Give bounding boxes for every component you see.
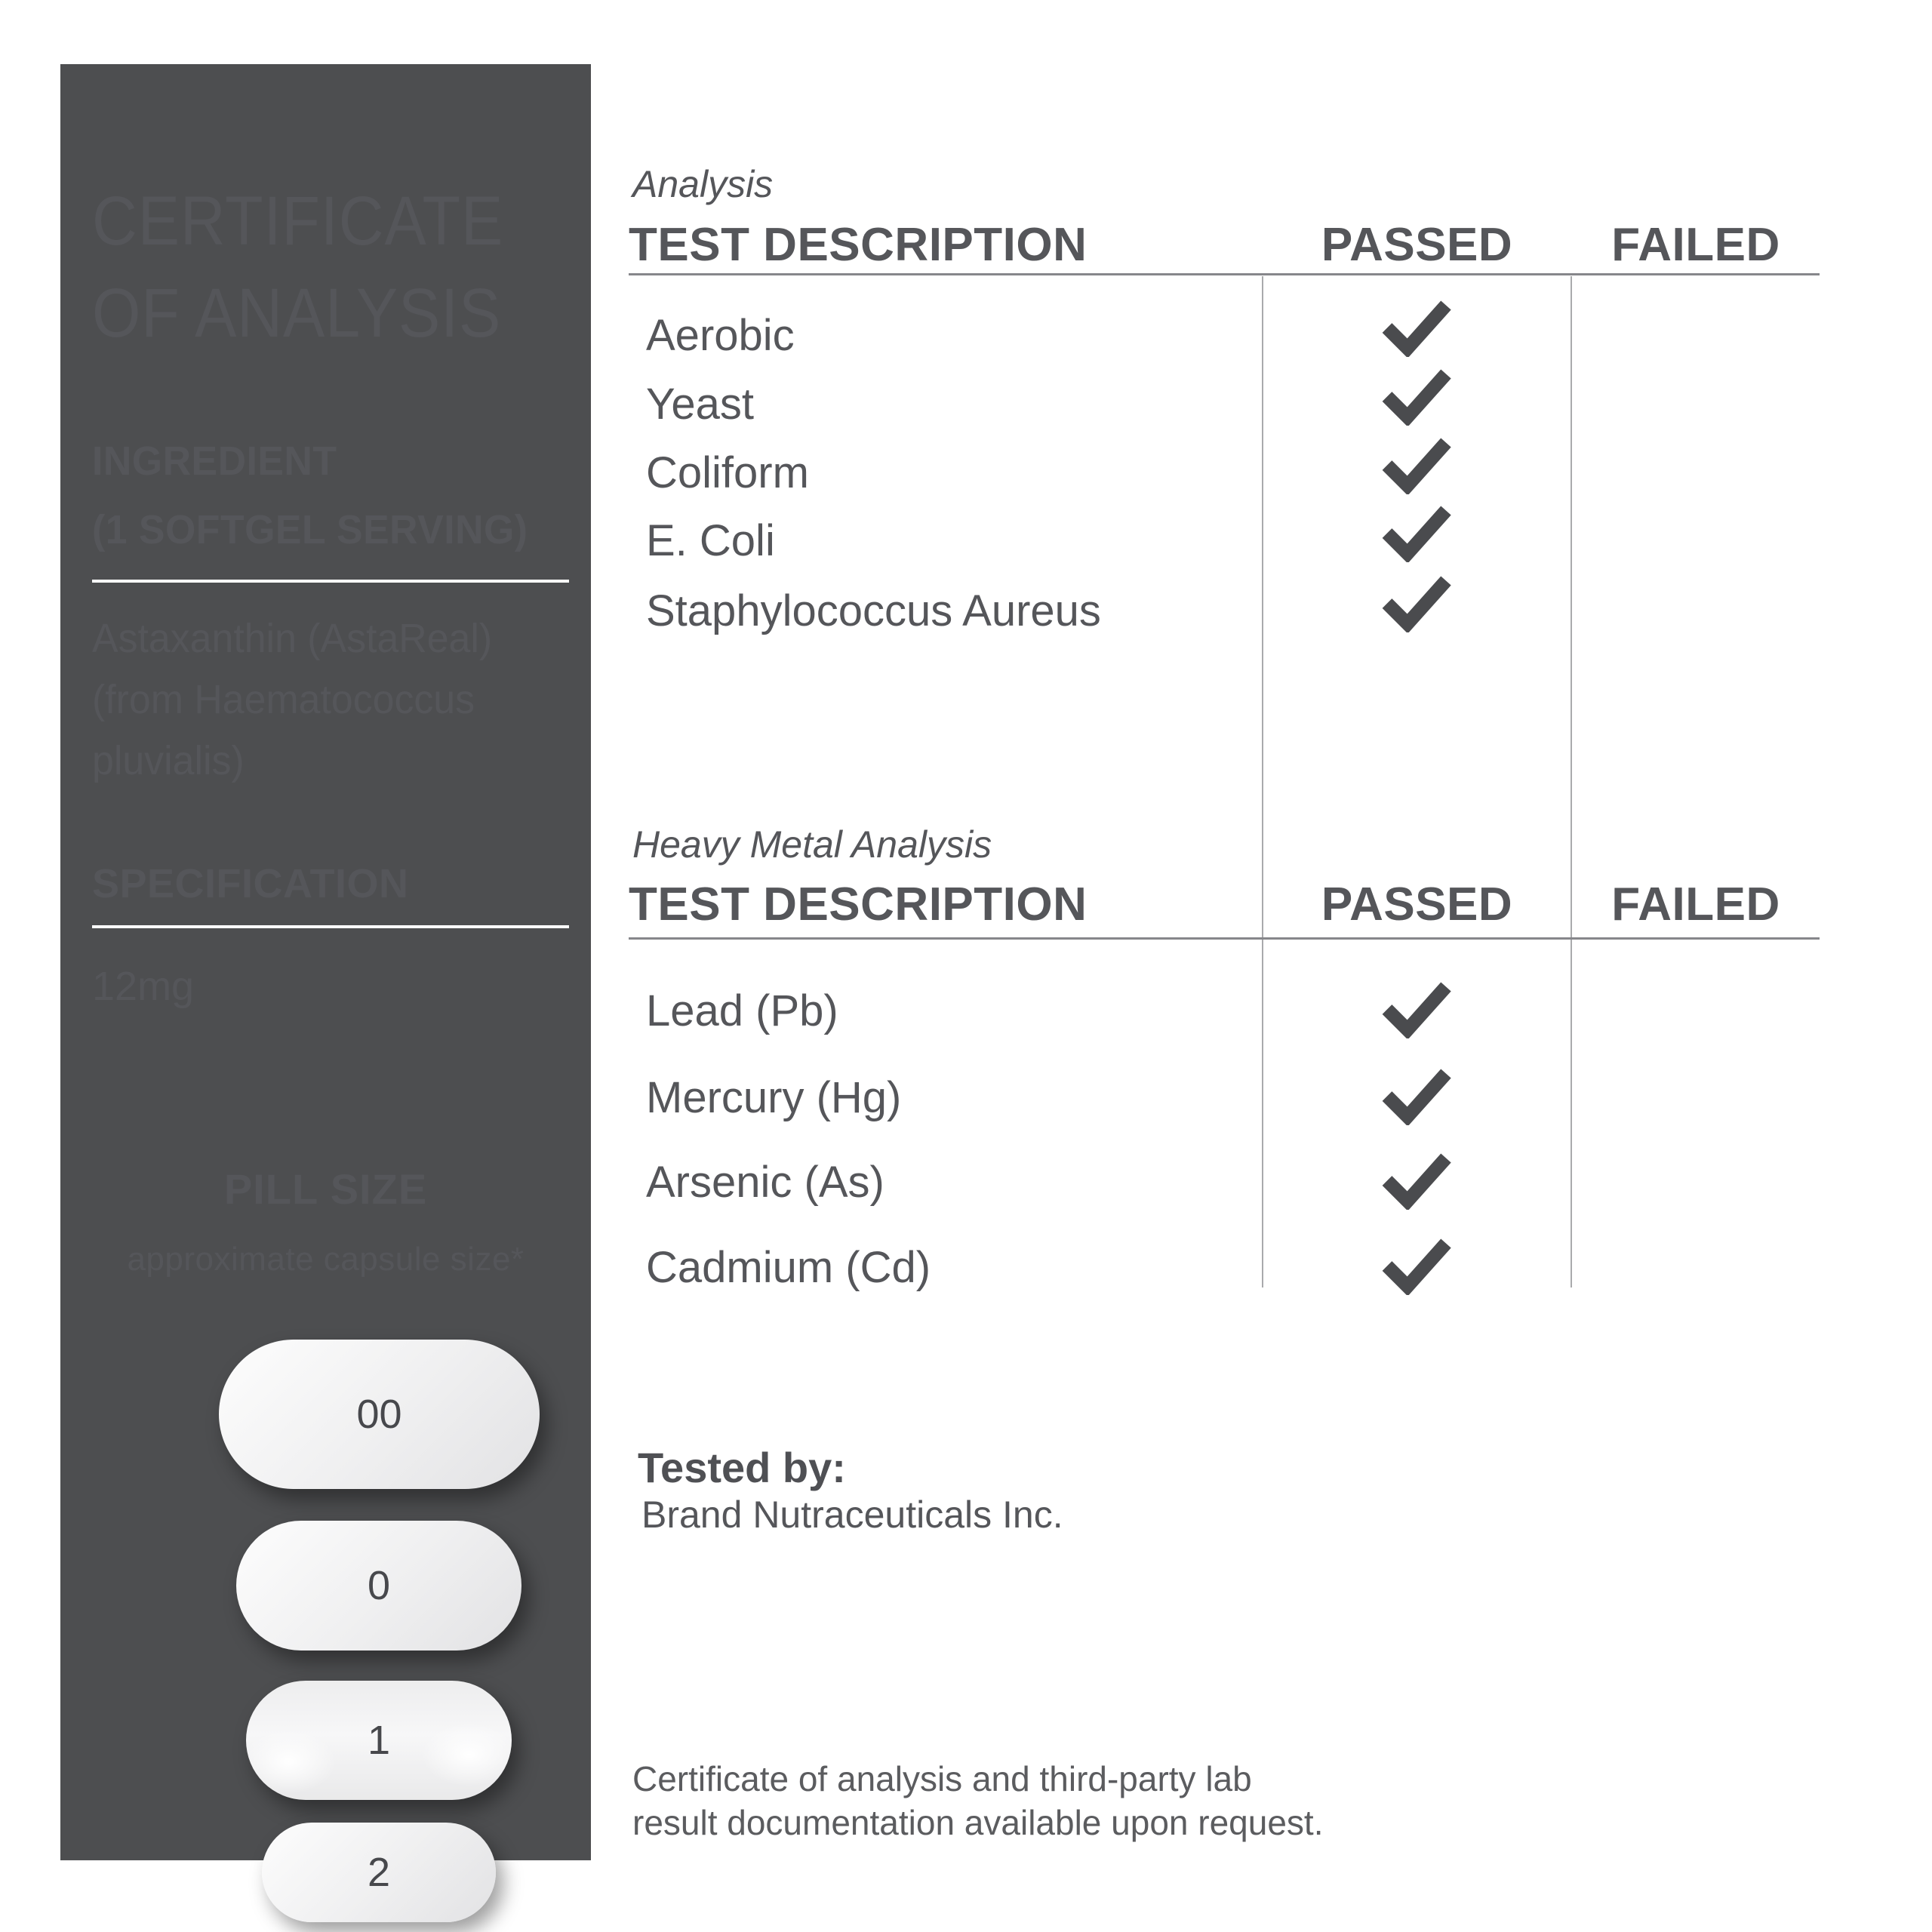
table-row: Aerobic	[646, 311, 795, 360]
page-title	[92, 175, 540, 359]
ingredient-value-line2: (from Haematococcus	[92, 677, 475, 722]
ingredient-value-line3: pluvialis)	[92, 738, 245, 783]
tested-by-heading: Tested by:	[638, 1444, 846, 1491]
table-row: Staphylococcus Aureus	[646, 586, 1101, 635]
analysis-section-label: Analysis	[632, 163, 774, 205]
checkmark-icon	[1380, 572, 1453, 632]
table1-header-failed: FAILED	[1611, 219, 1780, 271]
checkmark-icon	[1380, 1235, 1453, 1295]
capsule-size-2-label: 2	[367, 1850, 391, 1895]
page-title-line1: CERTIFICATE	[92, 183, 504, 260]
table1-header-rule	[629, 273, 1820, 275]
capsule-size-00	[219, 1340, 540, 1489]
table-row: Cadmium (Cd)	[646, 1243, 931, 1292]
column-divider-passed	[1262, 276, 1263, 1287]
ingredient-heading-line2: (1 SOFTGEL SERVING)	[92, 507, 528, 552]
ingredient-heading	[92, 427, 555, 565]
checkmark-icon	[1380, 1065, 1453, 1125]
table-row: Arsenic (As)	[646, 1158, 884, 1207]
table-row: Mercury (Hg)	[646, 1073, 902, 1122]
capsule-size-0-label: 0	[367, 1563, 391, 1608]
column-divider-failed	[1571, 276, 1572, 1287]
capsule-size-1-label: 1	[367, 1718, 391, 1763]
pill-size-subheading: approximate capsule size*	[127, 1241, 525, 1278]
capsule-size-2	[262, 1823, 496, 1922]
specification-heading: SPECIFICATION	[92, 861, 409, 906]
table-row: Coliform	[646, 448, 809, 497]
capsule-size-1-softgel	[246, 1681, 512, 1800]
table1-header-test-description: TEST DESCRIPTION	[629, 219, 1088, 271]
ingredient-heading-line1: INGREDIENT	[92, 438, 337, 484]
table-row: Yeast	[646, 380, 754, 429]
pill-size-heading: PILL SIZE	[223, 1165, 428, 1213]
checkmark-icon	[1380, 502, 1453, 562]
capsule-size-0	[236, 1521, 521, 1651]
footnote-line2: result documentation available upon request.	[632, 1803, 1324, 1842]
table2-header-rule	[629, 937, 1820, 940]
footnote	[632, 1757, 1324, 1844]
table2-header-passed: PASSED	[1321, 878, 1513, 931]
capsule-size-00-label: 00	[356, 1392, 402, 1437]
footnote-line1: Certificate of analysis and third-party lab	[632, 1759, 1252, 1798]
checkmark-icon	[1380, 297, 1453, 357]
page-title-line2: OF ANALYSIS	[92, 275, 502, 352]
checkmark-icon	[1380, 978, 1453, 1038]
table-row: Lead (Pb)	[646, 986, 838, 1035]
table-row: E. Coli	[646, 516, 775, 565]
heavy-metal-section-label: Heavy Metal Analysis	[632, 823, 992, 866]
table1-header-passed: PASSED	[1321, 219, 1513, 271]
ingredient-value-line1: Astaxanthin (AstaReal)	[92, 616, 493, 661]
tested-by-value: Brand Nutraceuticals Inc.	[641, 1494, 1063, 1536]
checkmark-icon	[1380, 1149, 1453, 1210]
checkmark-icon	[1380, 434, 1453, 494]
checkmark-icon	[1380, 365, 1453, 426]
table2-header-test-description: TEST DESCRIPTION	[629, 878, 1088, 931]
table2-header-failed: FAILED	[1611, 878, 1780, 931]
specification-value: 12mg	[92, 964, 195, 1009]
ingredient-value	[92, 608, 571, 792]
specification-divider	[92, 925, 569, 928]
ingredient-divider	[92, 580, 569, 583]
